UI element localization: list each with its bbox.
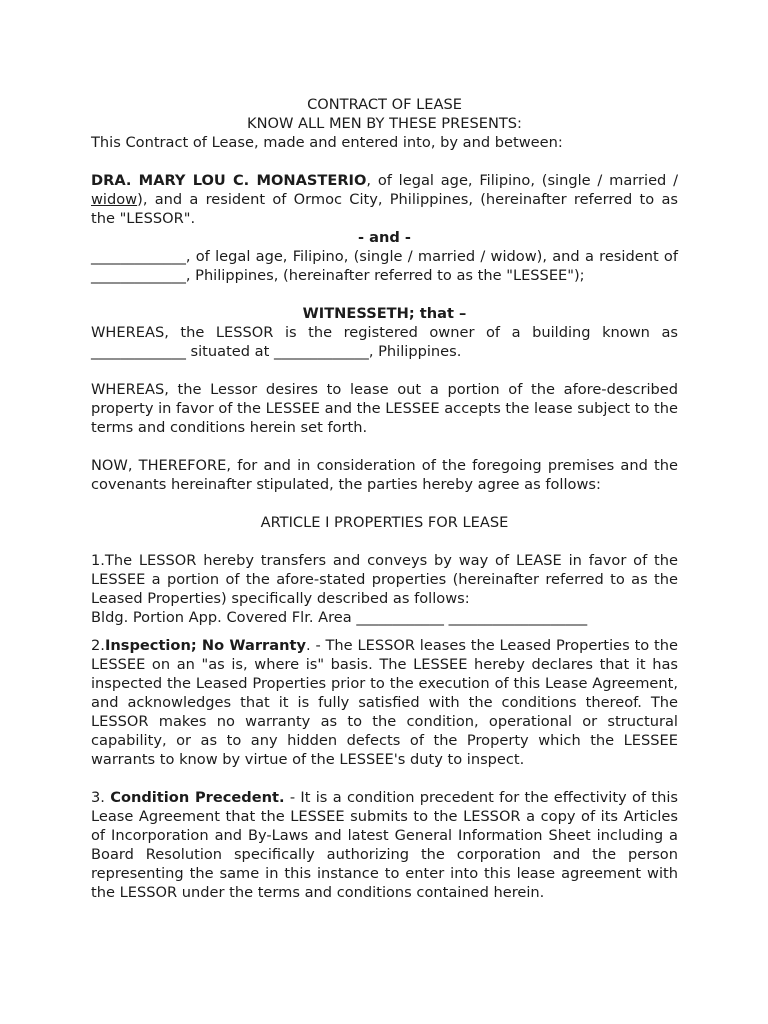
- whereas-paragraph-2: WHEREAS, the Lessor desires to lease out a portion of the afore-described property in favor of the LESSEE and the LESSEE accepts the lease subject to the terms and conditions herein set forth.: [91, 381, 678, 436]
- and-separator: - and -: [358, 229, 411, 246]
- widow-word: widow: [91, 191, 138, 208]
- document-subtitle: KNOW ALL MEN BY THESE PRESENTS:: [247, 115, 522, 132]
- item-1-paragraph: 1.The LESSOR hereby transfers and conveys by way of LEASE in favor of the LESSEE a portion of the afore-stated properties (hereinafter referred to as the Leased Properties) specifically described as follows:: [91, 552, 678, 607]
- intro-paragraph: This Contract of Lease, made and entered into, by and between:: [91, 134, 563, 151]
- lessor-paragraph: [91, 171, 678, 228]
- item-2-heading: Inspection; No Warranty: [104, 637, 306, 654]
- article-heading: ARTICLE I PROPERTIES FOR LEASE: [260, 514, 509, 531]
- lessor-text-b: ), and a resident of Ormoc City, Philippines, (hereinafter referred to as the "LESSOR".: [91, 191, 678, 227]
- lease-document: [91, 95, 678, 902]
- now-therefore-paragraph: NOW, THEREFORE, for and in consideration of the foregoing premises and the covenants hereinafter stipulated, the parties hereby agree as follows:: [91, 457, 678, 493]
- witnesseth-heading: WITNESSETH; that –: [302, 305, 467, 322]
- lessor-text-a: , of legal age, Filipino, (single / married /: [366, 172, 679, 189]
- whereas-paragraph-1: WHEREAS, the LESSOR is the registered owner of a building known as _____________ situated at _____________, Philippines.: [91, 324, 678, 360]
- item-3-paragraph: 3. Condition Precedent. - It is a condition precedent for the effectivity of this Lease Agreement that the LESSEE submits to the LESSOR a copy of its Articles of Incorporation and By-Laws and latest General Information Sheet including a Board Resolution specifically authorizing the corporation and the person representing the same in this instance to enter into this lease agreement with the LESSOR under the terms and conditions contained herein.: [91, 789, 678, 901]
- item-1-area-line: Bldg. Portion App. Covered Flr. Area ____________ ___________________: [91, 609, 588, 626]
- item-2-paragraph: 2.Inspection; No Warranty. - The LESSOR leases the Leased Properties to the LESSEE on an "as is, where is" basis. The LESSEE hereby declares that it has inspected the Leased Properties prior to the execution of this Lease Agreement, and acknowledges that it is fully satisfied with the conditions thereof. The LESSOR makes no warranty as to the condition, operational or structural capability, or as to any hidden defects of the Property which the LESSEE warrants to know by virtue of the LESSEE's duty to inspect.: [91, 637, 678, 768]
- document-title: CONTRACT OF LEASE: [307, 96, 462, 113]
- lessee-paragraph: _____________, of legal age, Filipino, (single / married / widow), and a resident of _____________, Philippines, (hereinafter referred to as the "LESSEE");: [91, 248, 678, 284]
- lessor-name: DRA. MARY LOU C. MONASTERIO: [91, 172, 367, 189]
- item-3-heading: Condition Precedent.: [110, 789, 285, 806]
